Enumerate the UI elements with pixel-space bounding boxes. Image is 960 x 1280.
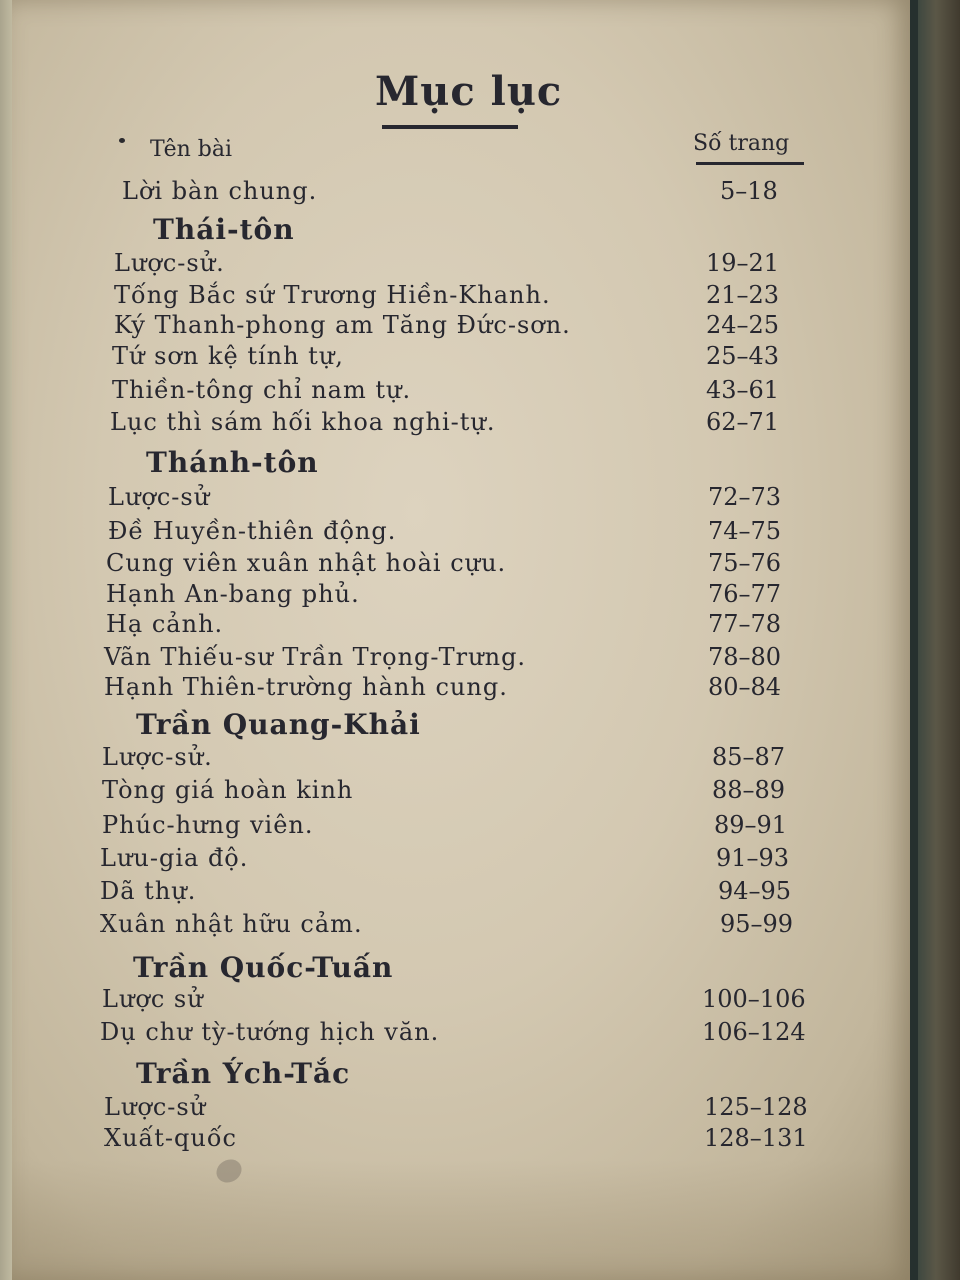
- entry-title: Tứ sơn kệ tính tự,: [112, 342, 344, 370]
- entry-title: Thiền-tông chỉ nam tự.: [112, 376, 412, 404]
- entry-pages: 19–21: [706, 249, 780, 277]
- entry-title: Lược-sử: [104, 1093, 207, 1121]
- entry-title: Lục thì sám hối khoa nghi-tự.: [110, 408, 496, 436]
- entry-title: Tòng giá hoàn kinh: [102, 776, 354, 804]
- entry-title: Xuất-quốc: [104, 1124, 237, 1152]
- entry-title: Hạnh An-bang phủ.: [106, 580, 360, 608]
- entry-pages: 76–77: [708, 580, 782, 608]
- section-heading: Thánh-tôn: [146, 446, 319, 479]
- column-header-title: Tên bài: [150, 137, 233, 162]
- section-heading: Trần Quang-Khải: [136, 708, 421, 741]
- entry-title: Đề Huyền-thiên động.: [108, 517, 397, 545]
- entry-pages: 89–91: [714, 811, 788, 839]
- entry-title: Lưu-gia độ.: [100, 844, 249, 872]
- entry-title: Hạnh Thiên-trường hành cung.: [104, 673, 508, 701]
- entry-title: Vãn Thiếu-sư Trần Trọng-Trưng.: [104, 643, 527, 671]
- entry-pages: 77–78: [708, 610, 782, 638]
- entry-pages: 80–84: [708, 673, 782, 701]
- entry-title: Dã thự.: [100, 877, 197, 905]
- entry-title: Hạ cảnh.: [106, 610, 224, 638]
- entry-pages: 106–124: [702, 1018, 806, 1046]
- entry-title: Lược sử: [102, 985, 204, 1013]
- entry-pages: 95–99: [720, 910, 794, 938]
- entry-pages: 78–80: [708, 643, 782, 671]
- entry-title: Phúc-hưng viên.: [102, 811, 314, 839]
- entry-pages: 5–18: [720, 177, 778, 205]
- entry-title: Lược-sử: [108, 483, 211, 511]
- entry-pages: 91–93: [716, 844, 790, 872]
- entry-title: Tống Bắc sứ Trương Hiền-Khanh.: [114, 281, 551, 309]
- entry-title: Lược-sử.: [114, 249, 225, 277]
- ink-dot: [119, 138, 125, 143]
- entry-pages: 43–61: [706, 376, 780, 404]
- entry-pages: 88–89: [712, 776, 786, 804]
- entry-title: Lời bàn chung.: [122, 177, 318, 205]
- section-heading: Trần Ých-Tắc: [136, 1057, 351, 1090]
- page-shadow: [12, 1160, 910, 1280]
- entry-pages: 74–75: [708, 517, 782, 545]
- toc-title: Mục lục: [375, 68, 563, 115]
- section-heading: Thái-tôn: [153, 213, 295, 246]
- section-heading: Trần Quốc-Tuấn: [133, 951, 394, 984]
- entry-title: Cung viên xuân nhật hoài cựu.: [106, 549, 507, 577]
- entry-pages: 72–73: [708, 483, 782, 511]
- column-header-page: Số trang: [693, 131, 790, 156]
- entry-title: Lược-sử.: [102, 743, 213, 771]
- entry-title: Dụ chư tỳ-tướng hịch văn.: [100, 1018, 440, 1046]
- entry-pages: 25–43: [706, 342, 780, 370]
- entry-pages: 94–95: [718, 877, 792, 905]
- entry-title: Xuân nhật hữu cảm.: [100, 910, 363, 938]
- entry-pages: 125–128: [704, 1093, 808, 1121]
- entry-pages: 62–71: [706, 408, 780, 436]
- entry-pages: 128–131: [704, 1124, 808, 1152]
- entry-pages: 24–25: [706, 311, 780, 339]
- entry-pages: 75–76: [708, 549, 782, 577]
- entry-pages: 85–87: [712, 743, 786, 771]
- entry-pages: 100–106: [702, 985, 806, 1013]
- title-underline: [382, 125, 518, 129]
- entry-title: Ký Thanh-phong am Tăng Đức-sơn.: [114, 311, 571, 339]
- entry-pages: 21–23: [706, 281, 780, 309]
- page-header-underline: [696, 162, 804, 165]
